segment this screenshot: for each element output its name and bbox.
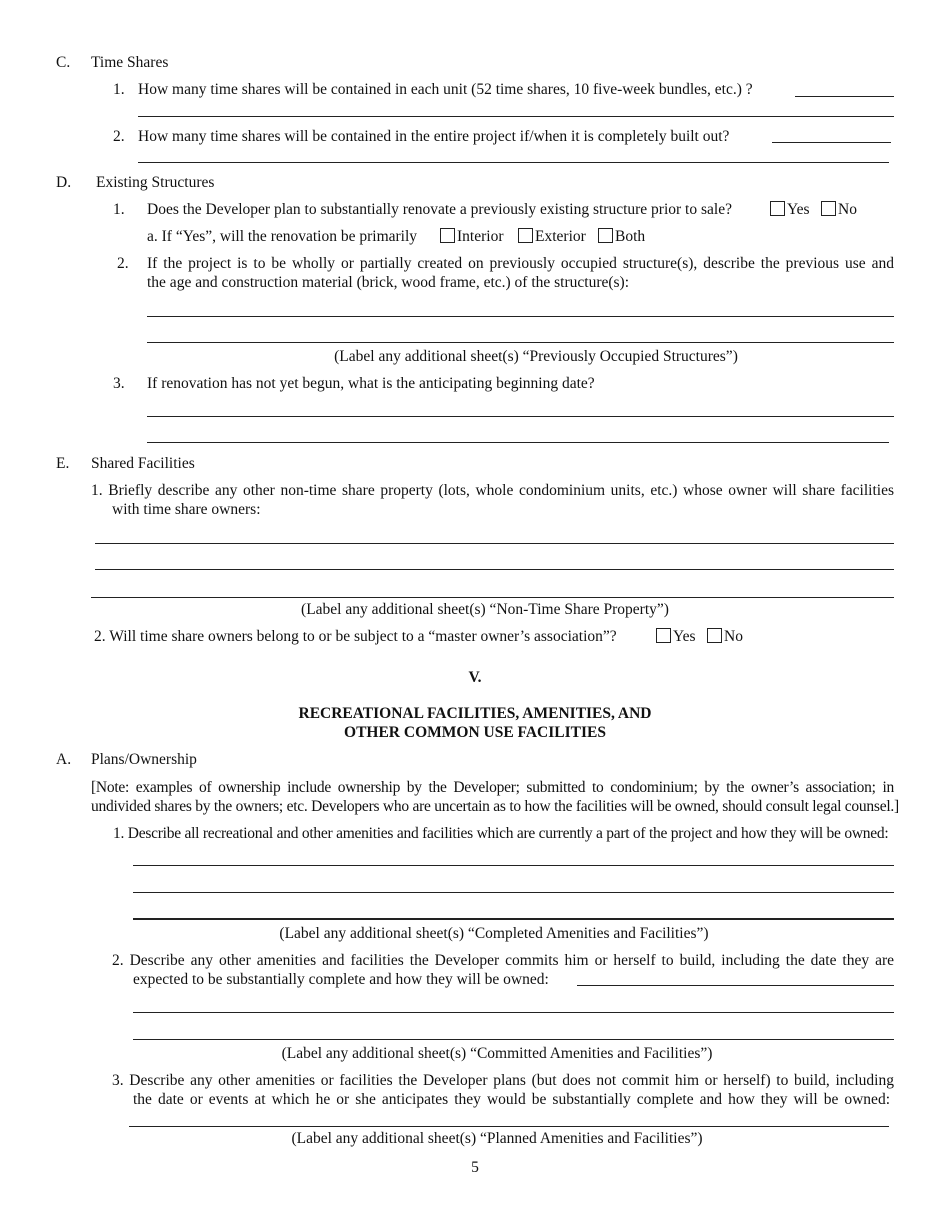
- e-q2-no-checkbox[interactable]: [707, 628, 722, 643]
- d-q1-no-option[interactable]: [821, 201, 857, 219]
- a-q3-label-note: (Label any additional sheet(s) “Planned Amenities and Facilities”): [291, 1130, 703, 1147]
- d-q1a-interior-option[interactable]: [440, 228, 503, 246]
- a-q1-answer-line-1[interactable]: [133, 865, 894, 866]
- c-q1-answer-line-2[interactable]: [138, 116, 894, 117]
- e-q1-label-note: (Label any additional sheet(s) “Non-Time Share Property”): [301, 601, 669, 618]
- section-a-title: Plans/Ownership: [91, 751, 197, 768]
- a-q1-answer-line-3[interactable]: [133, 918, 894, 920]
- e-q2-no-label: No: [724, 628, 743, 645]
- c-q2-answer-line-2[interactable]: [138, 162, 889, 163]
- d-q3-text: If renovation has not yet begun, what is the anticipating beginning date?: [147, 375, 595, 392]
- e-q1-answer-line-1[interactable]: [95, 543, 894, 544]
- a-note-line2: undivided shares by the owners; etc. Developers who are uncertain as to how the facilities will be owned, should consult legal counsel.]: [91, 798, 899, 815]
- a-q2-text-line1: 2. Describe any other amenities and facilities the Developer commits him or herself to build, including the date they are: [112, 952, 894, 969]
- a-q2-answer-line-1[interactable]: [133, 1012, 894, 1013]
- a-q2-text-line2: expected to be substantially complete and how they will be owned:: [133, 971, 549, 988]
- a-q1-text: 1. Describe all recreational and other amenities and facilities which are currently a part of the project and how they will be owned:: [113, 825, 889, 842]
- c-q2-answer-line[interactable]: [772, 142, 891, 143]
- c-q1-number: 1.: [113, 81, 125, 98]
- d-q1-yes-label: Yes: [787, 201, 810, 218]
- d-q2-answer-line-2[interactable]: [147, 342, 894, 343]
- e-q2-yes-option[interactable]: [656, 628, 696, 646]
- c-q2-text: How many time shares will be contained in the entire project if/when it is completely built out?: [138, 128, 730, 145]
- d-q1a-interior-checkbox[interactable]: [440, 228, 455, 243]
- d-q1-yes-option[interactable]: [770, 201, 810, 219]
- d-q1a-exterior-checkbox[interactable]: [518, 228, 533, 243]
- d-q2-label-note: (Label any additional sheet(s) “Previously Occupied Structures”): [334, 348, 738, 365]
- section-c-title: Time Shares: [91, 54, 169, 71]
- a-q2-label-note: (Label any additional sheet(s) “Committed Amenities and Facilities”): [281, 1045, 713, 1062]
- section-a-letter: A.: [56, 751, 72, 768]
- d-q2-text-line2: the age and construction material (brick, wood frame, etc.) of the structure(s):: [147, 274, 630, 291]
- c-q1-text: How many time shares will be contained in each unit (52 time shares, 10 five-week bundles, etc.) ?: [138, 81, 753, 98]
- d-q2-text-line1: If the project is to be wholly or partially created on previously occupied structure(s), describe the previous use and: [147, 255, 894, 272]
- d-q3-answer-line-1[interactable]: [147, 416, 894, 417]
- a-q3-text-line2: the date or events at which he or she anticipates they would be substantially complete and how they will be owned:: [133, 1091, 890, 1108]
- e-q1-answer-line-2[interactable]: [95, 569, 894, 570]
- section-v-heading-line1: RECREATIONAL FACILITIES, AMENITIES, AND: [298, 705, 652, 722]
- d-q1-number: 1.: [113, 201, 125, 218]
- d-q3-answer-line-2[interactable]: [147, 442, 889, 443]
- e-q2-no-option[interactable]: [707, 628, 743, 646]
- e-q2-yes-checkbox[interactable]: [656, 628, 671, 643]
- e-q1-text-line1: 1. Briefly describe any other non-time share property (lots, whole condominium units, etc.) whose owner will share facilities: [91, 482, 894, 499]
- d-q1-no-checkbox[interactable]: [821, 201, 836, 216]
- d-q1a-both-label: Both: [615, 228, 646, 245]
- e-q1-text-line2: with time share owners:: [112, 501, 261, 518]
- d-q1a-exterior-label: Exterior: [535, 228, 586, 245]
- section-c-letter: C.: [56, 54, 71, 71]
- e-q2-text: 2. Will time share owners belong to or be subject to a “master owner’s association”?: [94, 628, 617, 645]
- section-d-title: Existing Structures: [96, 174, 215, 191]
- d-q1a-both-checkbox[interactable]: [598, 228, 613, 243]
- d-q1-yes-checkbox[interactable]: [770, 201, 785, 216]
- section-d-letter: D.: [56, 174, 72, 191]
- section-e-title: Shared Facilities: [91, 455, 195, 472]
- a-q2-answer-line-2[interactable]: [133, 1039, 894, 1040]
- d-q1-text: Does the Developer plan to substantially renovate a previously existing structure prior to sale?: [147, 201, 732, 218]
- section-v-heading-line2: OTHER COMMON USE FACILITIES: [344, 724, 606, 741]
- d-q1-no-label: No: [838, 201, 857, 218]
- d-q1a-text: a. If “Yes”, will the renovation be primarily: [147, 228, 418, 245]
- a-q1-answer-line-2[interactable]: [133, 892, 894, 893]
- e-q2-yes-label: Yes: [673, 628, 696, 645]
- d-q1a-both-option[interactable]: [598, 228, 645, 246]
- section-v-number: V.: [468, 669, 482, 686]
- d-q1a-interior-label: Interior: [457, 228, 504, 245]
- a-q3-text-line1: 3. Describe any other amenities or facilities the Developer plans (but does not commit him or herself) to build, including: [112, 1072, 894, 1089]
- d-q1a-exterior-option[interactable]: [518, 228, 586, 246]
- e-q1-answer-line-3[interactable]: [91, 597, 894, 598]
- a-note-line1: [Note: examples of ownership include ownership by the Developer; submitted to condominium; by the owner’s association; in: [91, 779, 894, 796]
- a-q3-answer-line[interactable]: [129, 1126, 889, 1127]
- section-e-letter: E.: [56, 455, 70, 472]
- d-q3-number: 3.: [113, 375, 125, 392]
- a-q1-label-note: (Label any additional sheet(s) “Completed Amenities and Facilities”): [279, 925, 709, 942]
- a-q2-answer-line-inline[interactable]: [577, 985, 894, 986]
- d-q2-answer-line-1[interactable]: [147, 316, 894, 317]
- c-q2-number: 2.: [113, 128, 125, 145]
- c-q1-answer-line[interactable]: [795, 96, 894, 97]
- page-number: 5: [471, 1159, 479, 1176]
- d-q2-number: 2.: [117, 255, 129, 272]
